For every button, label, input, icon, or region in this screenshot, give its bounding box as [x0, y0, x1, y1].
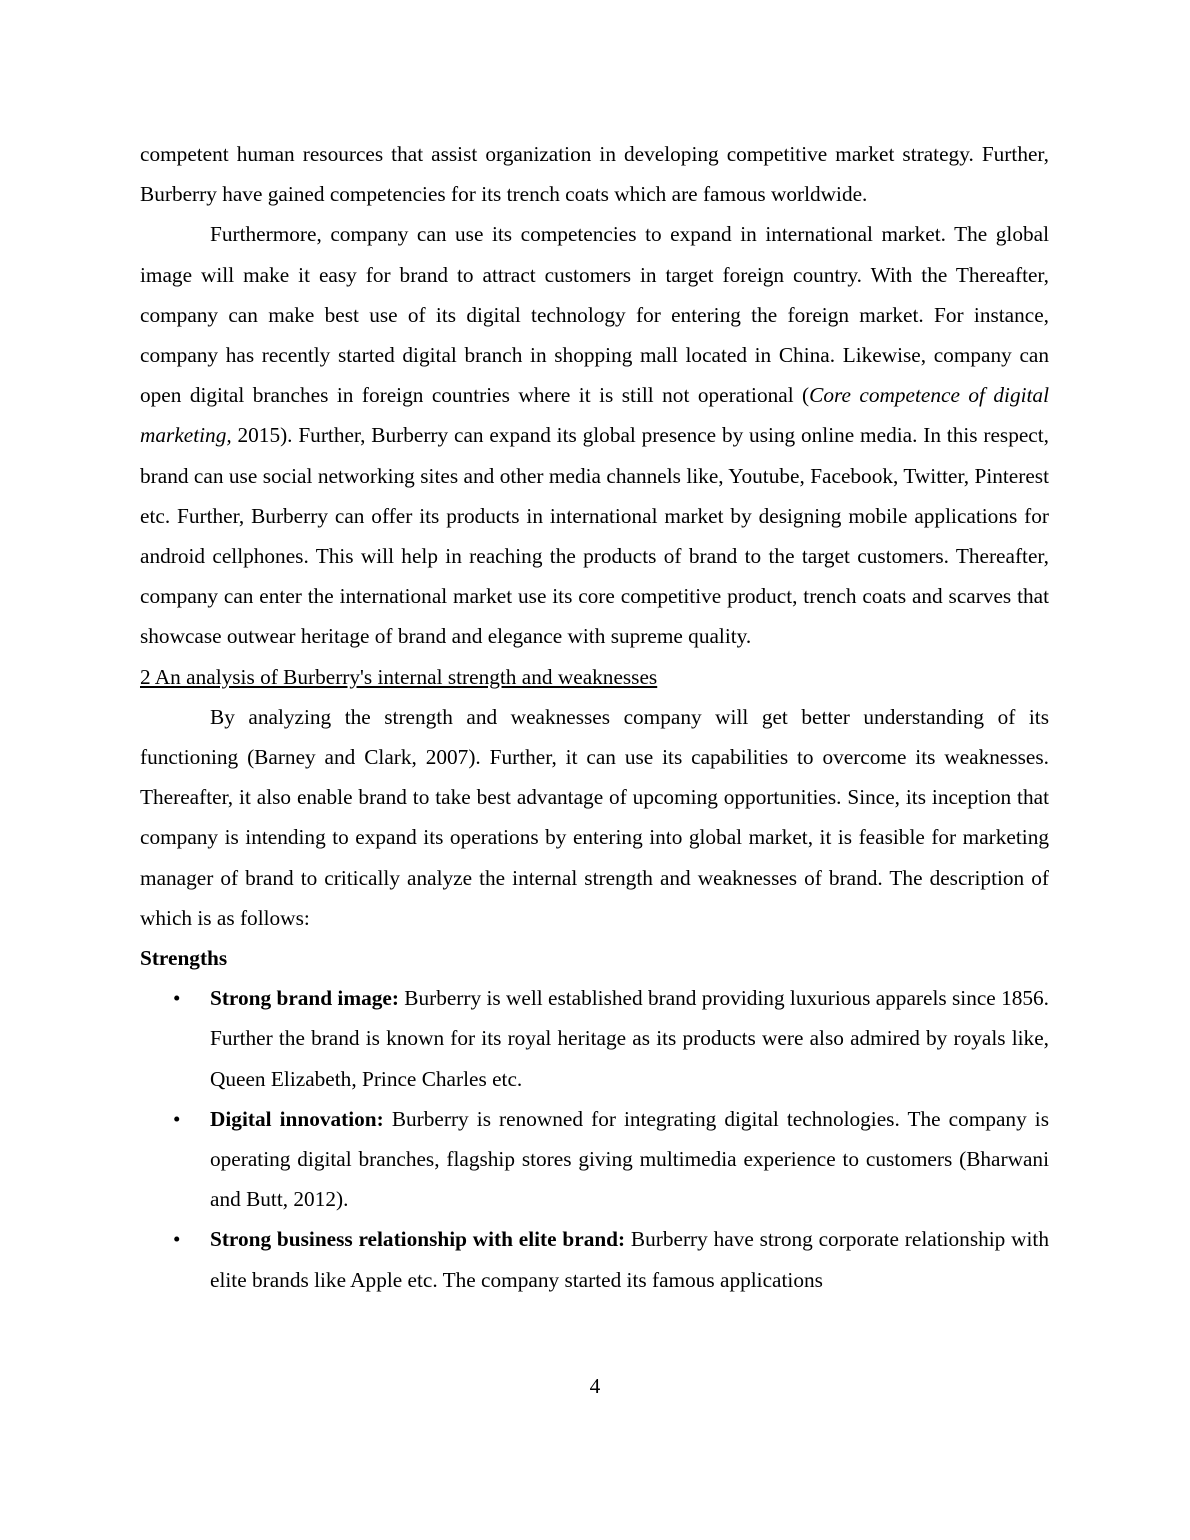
list-item [140, 1219, 1049, 1299]
list-item-title: Digital innovation: [210, 1106, 384, 1131]
paragraph-expansion [140, 214, 1049, 656]
page-number: 4 [589, 1374, 601, 1398]
paragraph-analysis: By analyzing the strength and weaknesses company will get better understanding of its functioning (Barney and Clark, 2007). Further, it can use its capabilities to overcome its weaknesses. Thereafter, it also enable brand to take best advantage of upcoming opportunities. Since, its inception that company is intending to expand its operations by entering into global market, it is feasible for marketing manager of brand to critically analyze the internal strength and weaknesses of brand. The description of which is as follows: [140, 704, 1049, 930]
list-item-title: Strong brand image: [210, 986, 399, 1011]
list-item-text: Burberry have strong corporate relationship with elite brands like Apple etc. The company started its famous applications [210, 1227, 1049, 1292]
strengths-heading: Strengths [140, 946, 228, 971]
bullet-icon: • [173, 1227, 181, 1252]
list-item-text: Burberry is renowned for integrating digital technologies. The company is operating digital branches, flagship stores giving multimedia experience to customers (Bharwani and Butt, 2012). [210, 1106, 1049, 1212]
paragraph-expansion-part1: Furthermore, company can use its competencies to expand in international market. The global image will make it easy for brand to attract customers in target foreign country. With the Thereafter, company can make best use of its digital technology for entering the foreign market. For instance, company has recently started digital branch in shopping mall located in China. Likewise, company can open digital branches in foreign countries where it is still not operational ( [140, 222, 1049, 408]
section-heading: 2 An analysis of Burberry's internal strength and weaknesses [140, 664, 658, 689]
list-item [140, 1099, 1049, 1220]
bullet-icon: • [173, 986, 181, 1011]
bullet-icon: • [173, 1106, 181, 1131]
list-item [140, 978, 1049, 1099]
paragraph-continued: competent human resources that assist organization in developing competitive market strategy. Further, Burberry have gained competencies for its trench coats which are famous worldwide. [140, 142, 1049, 207]
page-body [140, 134, 1049, 1300]
paragraph-expansion-part2: 2015). Further, Burberry can expand its global presence by using online media. In this respect, brand can use social networking sites and other media channels like, Youtube, Facebook, Twitter, Pinterest etc. Further, Burberry can offer its products in international market by designing mobile applications for android cellphones. This will help in reaching the products of brand to the target customers. Thereafter, company can enter the international market use its core competitive product, trench coats and scarves that showcase outwear heritage of brand and elegance with supreme quality. [140, 423, 1049, 649]
citation-italic: Core competence of digital marketing, [140, 383, 1049, 448]
strengths-list [140, 978, 1049, 1300]
list-item-title: Strong business relationship with elite brand: [210, 1227, 626, 1252]
list-item-text: Burberry is well established brand providing luxurious apparels since 1856. Further the brand is known for its royal heritage as its products were also admired by royals like, Queen Elizabeth, Prince Charles etc. [210, 986, 1049, 1091]
